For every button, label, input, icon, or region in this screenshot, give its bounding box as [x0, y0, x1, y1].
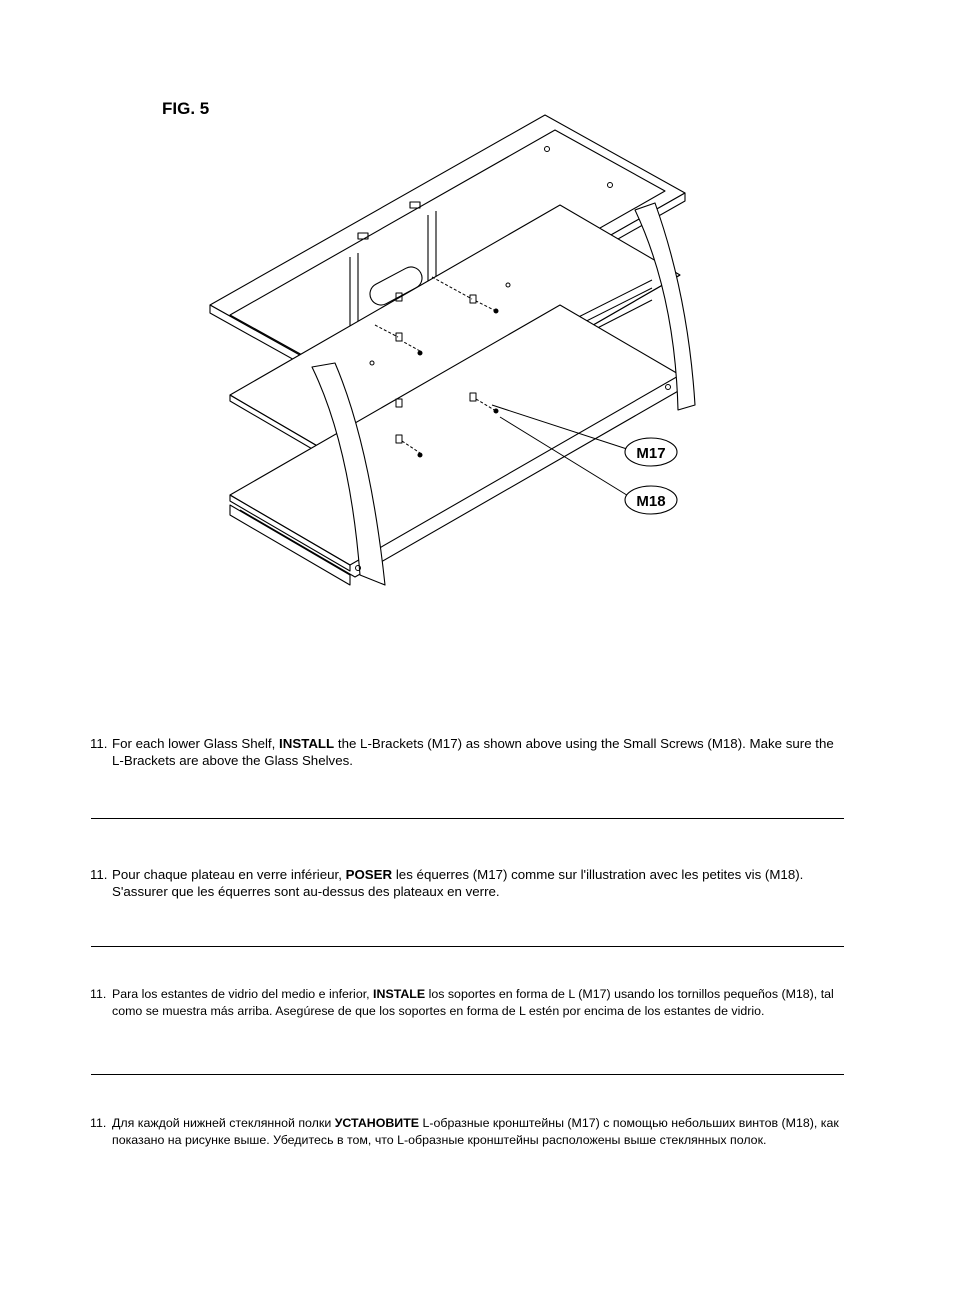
step-text-before: Para los estantes de vidrio del medio e inferior, — [112, 987, 374, 1001]
step-text-bold: INSTALL — [279, 736, 335, 751]
callout-m17 — [625, 438, 677, 466]
section-divider — [91, 818, 844, 819]
instruction-french — [90, 866, 848, 900]
section-divider — [91, 1074, 844, 1075]
instruction-spanish — [90, 986, 848, 1020]
step-number: 11. — [90, 736, 108, 751]
step-text-after: les équerres (M17) comme sur l'illustration avec les petites vis (M18). S'assurer que les équerres sont au-dessus des plateaux en verre. — [112, 867, 804, 899]
instruction-english — [90, 735, 848, 769]
step-text-after: L-образные кронштейны (M17) с помощью небольших винтов (M18), как показано на рисунке выше. Убедитесь в том, что L-образные кронштейны расположены выше стеклянных полок. — [112, 1116, 839, 1147]
tv-stand-assembly-diagram — [200, 105, 700, 605]
step-text-before: Pour chaque plateau en verre inférieur, — [112, 867, 346, 882]
step-number: 11. — [90, 1116, 107, 1130]
step-text-bold: УСТАНОВИТЕ — [334, 1116, 420, 1130]
step-text-after: los soportes en forma de L (M17) usando los tornillos pequeños (M18), tal como se muestra más arriba. Asegúrese de que los soportes en forma de L estén por encima de los estantes de vidrio. — [112, 987, 834, 1018]
instruction-russian — [90, 1115, 848, 1149]
section-divider — [91, 946, 844, 947]
step-text-bold: INSTALE — [373, 987, 426, 1001]
callout-m17-label: M17 — [636, 445, 666, 462]
step-text-bold: POSER — [345, 867, 393, 882]
step-text-before: Для каждой нижней стеклянной полки — [112, 1116, 335, 1130]
callout-m18-label: M18 — [636, 493, 666, 510]
step-number: 11. — [90, 987, 107, 1001]
step-text-after: the L-Brackets (M17) as shown above using the Small Screws (M18). Make sure the L-Brackets are above the Glass Shelves. — [112, 736, 834, 768]
step-number: 11. — [90, 867, 108, 882]
callout-m18 — [625, 486, 677, 514]
step-text-before: For each lower Glass Shelf, — [112, 736, 280, 751]
figure-label: FIG. 5 — [162, 99, 210, 118]
